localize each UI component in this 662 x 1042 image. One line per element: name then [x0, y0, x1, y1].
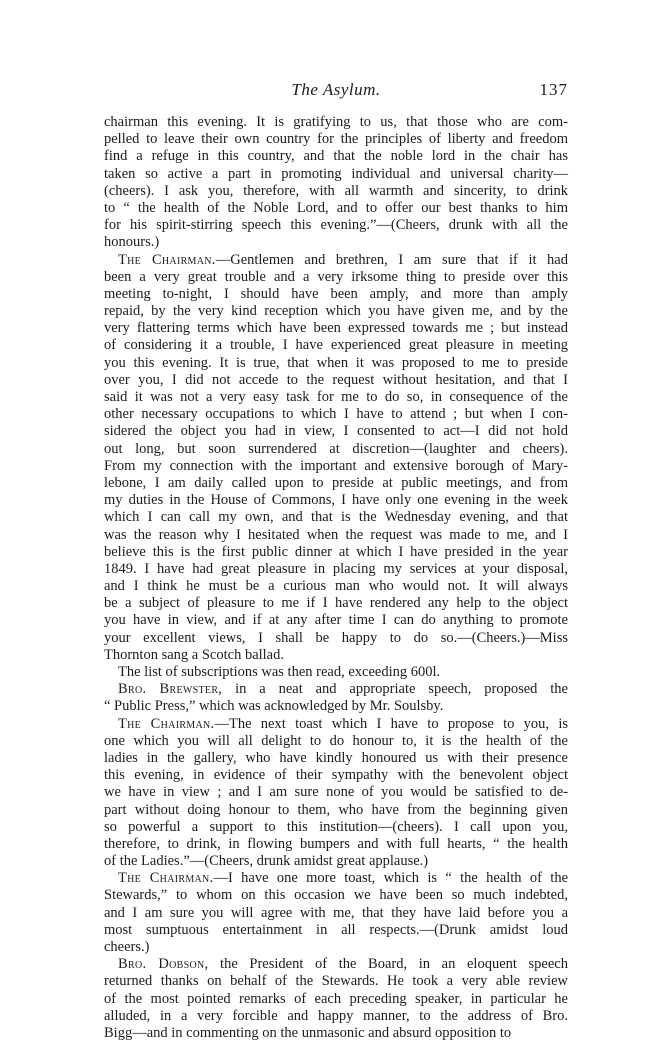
- text-line: [104, 612, 568, 629]
- line-text: this evening, in evidence of their sympathy with the benevolent object: [104, 767, 568, 784]
- line-text: lebone, I am daily called upon to preside at public meetings, and from: [104, 474, 568, 491]
- text-line: [104, 389, 568, 406]
- line-text: —I have one more toast, which is “ the health of the: [213, 870, 568, 887]
- text-line: [104, 269, 568, 286]
- line-text: honours.): [104, 234, 160, 251]
- line-text: you this evening. It is true, that when it was proposed to me to preside: [104, 354, 568, 371]
- text-line: [104, 578, 568, 595]
- line-text: (cheers). I ask you, therefore, with all warmth and sincerity, to drink: [104, 182, 568, 199]
- line-text: —Gentlemen and brethren, I am sure that if it had: [215, 251, 568, 268]
- line-text: was the reason why I hesitated when the request was made to me, and I: [104, 526, 568, 543]
- text-line: [104, 441, 568, 458]
- line-text: one which you will all delight to do honour to, it is the health of the: [104, 732, 568, 749]
- line-text: for his spirit-stirring speech this evening.”—(Cheers, drunk with all the: [104, 217, 568, 234]
- line-text: taken so active a part in promoting individual and universal charity—: [104, 165, 568, 182]
- line-text: chairman this evening. It is gratifying to us, that those who are com-: [104, 114, 568, 130]
- line-text: of the most pointed remarks of each preceding speaker, in particular he: [104, 990, 568, 1007]
- line-text: so powerful a support to this institution—(cheers). I call upon you,: [104, 818, 568, 835]
- line-text: “ Public Press,” which was acknowledged by Mr. Soulsby.: [104, 698, 444, 715]
- text-line: [104, 956, 568, 973]
- text-line: [104, 544, 568, 561]
- text-line: [104, 252, 568, 269]
- text-line: [104, 423, 568, 440]
- text-line: [104, 1025, 568, 1042]
- paragraph: [104, 114, 568, 252]
- text-line: [104, 887, 568, 904]
- text-line: [104, 148, 568, 165]
- line-text: From my connection with the important and extensive borough of Mary-: [104, 457, 568, 474]
- line-text: ladies in the gallery, who have kindly honoured us with their presence: [104, 749, 568, 766]
- text-line: [104, 647, 568, 664]
- paragraph: [104, 716, 568, 871]
- line-text: you have in view, and if at any after time I can do anything to promote: [104, 612, 568, 629]
- page-header: [104, 80, 568, 104]
- paragraph: [104, 956, 568, 1042]
- text-line: [104, 939, 568, 956]
- line-text: 1849. I have had great pleasure in placing my services at your disposal,: [104, 560, 568, 577]
- line-text: meeting to-night, I should have been amply, and more than amply: [104, 285, 568, 302]
- line-text: Stewards,” to whom on this occasion we have been so much indebted,: [104, 887, 568, 904]
- text-line: [104, 337, 568, 354]
- line-text: very flattering terms which have been expressed towards me ; but instead: [104, 320, 568, 337]
- text-line: [104, 991, 568, 1008]
- text-line: [104, 767, 568, 784]
- line-text: returned thanks on behalf of the Stewards. He took a very able review: [104, 973, 568, 990]
- line-text: Thornton sang a Scotch ballad.: [104, 646, 284, 663]
- text-line: [104, 131, 568, 148]
- line-text: find a refuge in this country, and that the noble lord in the chair has: [104, 148, 568, 165]
- text-line: [104, 698, 568, 715]
- text-line: [104, 716, 568, 733]
- speaker-name: The Chairman.: [118, 251, 216, 268]
- text-line: [104, 750, 568, 767]
- line-text: The list of subscriptions was then read, exceeding 600l.: [118, 664, 441, 680]
- speaker-name: Bro. Dobson,: [118, 956, 209, 973]
- line-text: part without doing honour to them, who have from the beginning given: [104, 801, 568, 818]
- speaker-name: The Chairman.: [118, 870, 214, 887]
- text-line: [104, 475, 568, 492]
- line-text: which I can call my own, and that is the Wednesday evening, and that: [104, 509, 568, 526]
- text-line: [104, 286, 568, 303]
- line-text: other necessary occupations to which I have to attend ; but when I con-: [104, 406, 568, 423]
- text-line: [104, 320, 568, 337]
- text-line: [104, 372, 568, 389]
- text-line: [104, 527, 568, 544]
- text-line: [104, 819, 568, 836]
- line-text: cheers.): [104, 939, 150, 955]
- text-line: [104, 733, 568, 750]
- text-line: [104, 784, 568, 801]
- text-line: [104, 217, 568, 234]
- text-line: [104, 681, 568, 698]
- paragraph: [104, 870, 568, 956]
- speaker-name: The Chairman.: [118, 715, 215, 732]
- line-text: and I think he must be a curious man who would not. It will always: [104, 578, 568, 595]
- text-line: [104, 1008, 568, 1025]
- page-number: 137: [539, 80, 568, 99]
- text-line: [104, 561, 568, 578]
- line-text: of the Ladies.”—(Cheers, drunk amidst great applause.): [104, 853, 429, 870]
- line-text: your excellent views, I shall be happy to do so.—(Cheers.)—Miss: [104, 629, 568, 646]
- line-text: out long, but soon surrendered at discretion—(laughter and cheers).: [104, 440, 568, 457]
- text-line: [104, 802, 568, 819]
- line-text: we have in view ; and I am sure none of you would be satisfied to de-: [104, 784, 568, 801]
- line-text: sidered the object you had in view, I consented to act—I did not hold: [104, 423, 568, 440]
- line-text: in a neat and appropriate speech, proposed the: [222, 681, 568, 698]
- line-text: repaid, by the very kind reception which you have given me, and by the: [104, 303, 568, 320]
- paragraph: [104, 252, 568, 665]
- text-line: [104, 853, 568, 870]
- line-text: be a subject of pleasure to me if I have rendered any help to the object: [104, 595, 568, 612]
- body-text: [104, 114, 568, 1042]
- line-text: —The next toast which I have to propose to you, is: [214, 715, 568, 732]
- text-line: [104, 836, 568, 853]
- text-line: [104, 973, 568, 990]
- line-text: believe this is the first public dinner at which I have presided in the year: [104, 543, 568, 560]
- text-line: [104, 406, 568, 423]
- line-text: and I am sure you will agree with me, that they have laid before you a: [104, 904, 568, 921]
- line-text: pelled to leave their own country for the principles of liberty and freedom: [104, 131, 568, 148]
- text-line: [104, 200, 568, 217]
- line-text: Bigg—and in commenting on the unmasonic and absurd opposition to: [104, 1024, 512, 1041]
- paragraph: [104, 681, 568, 715]
- speaker-name: Bro. Brewster,: [118, 681, 223, 698]
- text-line: [104, 458, 568, 475]
- text-line: [104, 492, 568, 509]
- text-line: [104, 595, 568, 612]
- text-line: [104, 905, 568, 922]
- text-line: [104, 303, 568, 320]
- line-text: alluded, in a very forcible and happy manner, to the address of Bro.: [104, 1007, 568, 1024]
- text-line: [104, 114, 568, 131]
- line-text: therefore, to drink, in flowing bumpers and with full hearts, “ the health: [104, 835, 568, 852]
- line-text: of considering it a trouble, I have experienced great pleasure in meeting: [104, 337, 568, 354]
- text-line: [104, 509, 568, 526]
- text-line: [104, 166, 568, 183]
- line-text: to “ the health of the Noble Lord, and to offer our best thanks to him: [104, 199, 568, 216]
- paragraph: [104, 664, 568, 681]
- text-line: [104, 922, 568, 939]
- line-text: most sumptuous entertainment in all respects.—(Drunk amidst loud: [104, 921, 568, 938]
- text-line: [104, 234, 568, 251]
- line-text: the President of the Board, in an eloquent speech: [208, 956, 568, 973]
- text-line: [104, 355, 568, 372]
- line-text: my duties in the House of Commons, I have only one evening in the week: [104, 492, 568, 509]
- text-line: [104, 664, 568, 681]
- line-text: said it was not a very easy task for me to do so, in consequence of the: [104, 389, 568, 405]
- line-text: over you, I did not accede to the request without hesitation, and that I: [104, 371, 568, 388]
- text-line: [104, 870, 568, 887]
- text-line: [104, 630, 568, 647]
- line-text: been a very great trouble and a very irksome thing to preside over this: [104, 268, 568, 285]
- running-title: The Asylum.: [291, 80, 381, 99]
- text-line: [104, 183, 568, 200]
